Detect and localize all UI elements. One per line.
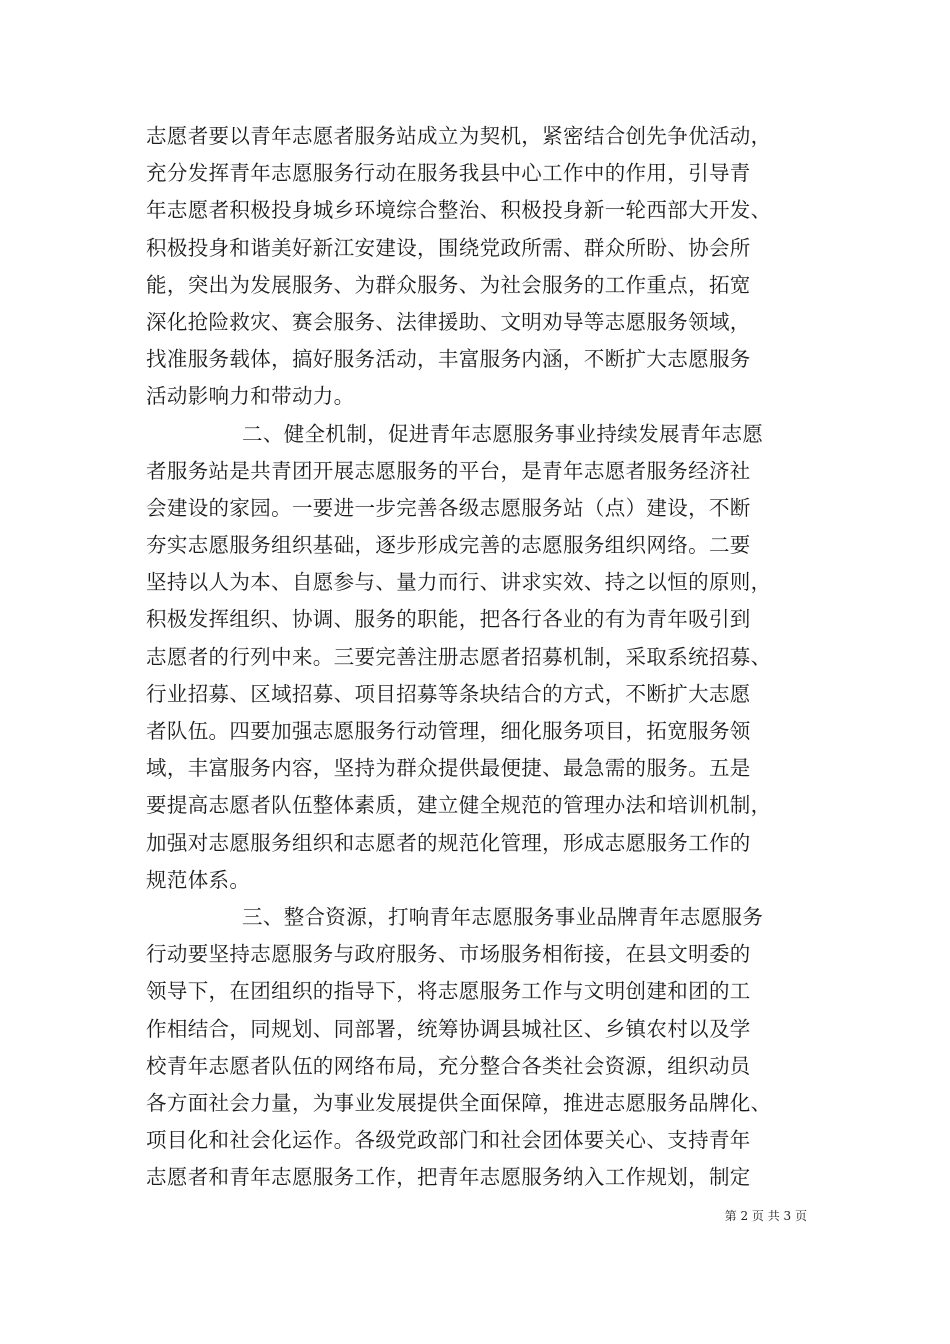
- text-line: 找准服务载体，搞好服务活动，丰富服务内涵，不断扩大志愿服务: [146, 347, 751, 372]
- text-line: 积极投身和谐美好新江安建设，围绕党政所需、群众所盼、协会所: [146, 235, 751, 260]
- text-line: 会建设的家园。一要进一步完善各级志愿服务站（点）建设，不断: [146, 495, 751, 520]
- text-line: 者队伍。四要加强志愿服务行动管理，细化服务项目，拓宽服务领: [146, 719, 751, 743]
- text-line: 年志愿者积极投身城乡环境综合整治、积极投身新一轮西部大开发、: [146, 198, 772, 223]
- text-line: 深化抢险救灾、赛会服务、法律援助、文明劝导等志愿服务领域，: [146, 309, 751, 334]
- text-line: 作相结合，同规划、同部署，统筹协调县城社区、乡镇农村以及学: [146, 1016, 751, 1041]
- text-line: 志愿者要以青年志愿者服务站成立为契机，紧密结合创先争优活动，: [146, 124, 772, 148]
- text-line: 者服务站是共青团开展志愿服务的平台，是青年志愿者服务经济社: [146, 458, 751, 483]
- text-line: 要提高志愿者队伍整体素质，建立健全规范的管理办法和培训机制，: [146, 793, 772, 818]
- text-line: 行动要坚持志愿服务与政府服务、市场服务相衔接，在县文明委的: [146, 942, 751, 967]
- text-line: 能，突出为发展服务、为群众服务、为社会服务的工作重点，拓宽: [146, 272, 751, 297]
- text-line: 行业招募、区域招募、项目招募等条块结合的方式，不断扩大志愿: [146, 681, 751, 706]
- paragraph-heading-line: 三、整合资源，打响青年志愿服务事业品牌青年志愿服务: [242, 904, 764, 929]
- text-line: 充分发挥青年志愿服务行动在服务我县中心工作中的作用，引导青: [146, 161, 751, 186]
- text-line: 各方面社会力量，为事业发展提供全面保障，推进志愿服务品牌化、: [146, 1090, 772, 1115]
- text-line: 域，丰富服务内容，坚持为群众提供最便捷、最急需的服务。五是: [146, 756, 751, 781]
- text-line: 坚持以人为本、自愿参与、量力而行、讲求实效、持之以恒的原则，: [146, 570, 772, 595]
- text-line: 加强对志愿服务组织和志愿者的规范化管理，形成志愿服务工作的: [146, 830, 751, 855]
- text-line: 项目化和社会化运作。各级党政部门和社会团体要关心、支持青年: [146, 1128, 751, 1153]
- text-line: 活动影响力和带动力。: [146, 384, 355, 409]
- text-line: 志愿者的行列中来。三要完善注册志愿者招募机制，采取系统招募、: [146, 644, 772, 669]
- text-line: 夯实志愿服务组织基础，逐步形成完善的志愿服务组织网络。二要: [146, 533, 751, 558]
- text-line: 志愿者和青年志愿服务工作，把青年志愿服务纳入工作规划，制定: [146, 1165, 751, 1190]
- text-line: 领导下，在团组织的指导下，将志愿服务工作与文明创建和团的工: [146, 979, 751, 1004]
- text-line: 积极发挥组织、协调、服务的职能，把各行各业的有为青年吸引到: [146, 607, 751, 632]
- text-line: 规范体系。: [146, 867, 251, 892]
- text-line: 校青年志愿者队伍的网络布局，充分整合各类社会资源，组织动员: [146, 1053, 751, 1078]
- page-number-footer: 第 2 页 共 3 页: [724, 1209, 807, 1223]
- body-text: [146, 118, 818, 1196]
- paragraph-heading-line: 二、健全机制，促进青年志愿服务事业持续发展青年志愿: [242, 421, 764, 446]
